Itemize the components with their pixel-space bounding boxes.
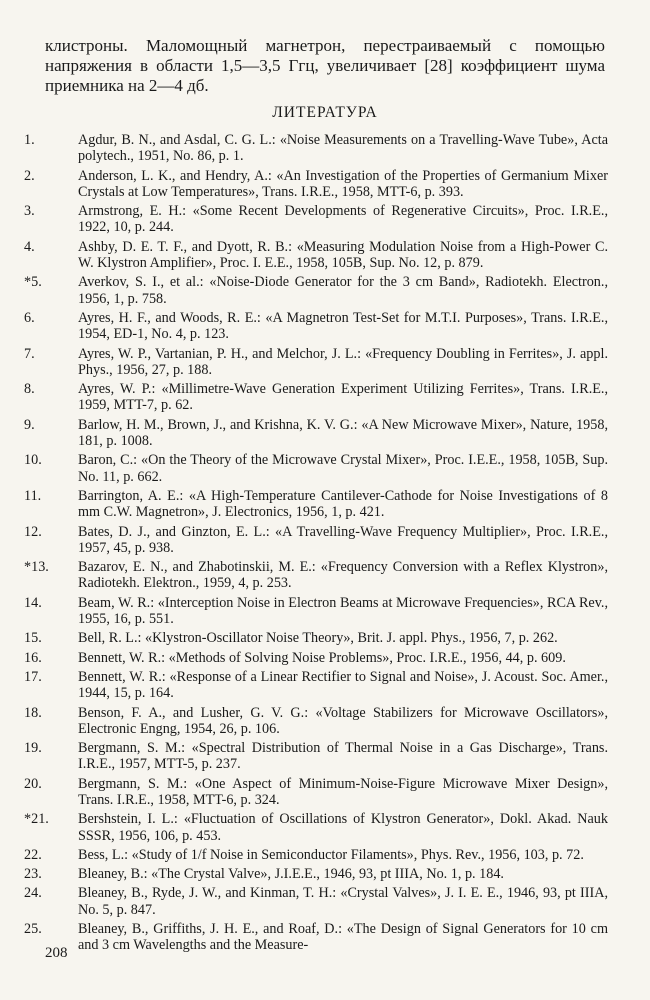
reference-number: 9. xyxy=(24,416,35,433)
reference-number: 6. xyxy=(24,309,35,326)
reference-text: Bergmann, S. M.: «One Aspect of Minimum-Noise-Figure Microwave Mixer Design», Trans. I.R.E., 1958, MTT-6, p. 324. xyxy=(78,775,608,808)
reference-entry xyxy=(0,417,608,450)
reference-entry xyxy=(0,885,608,918)
reference-text: Bleaney, B., Ryde, J. W., and Kinman, T. H.: «Crystal Valves», J. I. E. E., 1946, 93, pt IIIA, No. 5, p. 847. xyxy=(78,885,608,918)
reference-number: 1. xyxy=(24,132,35,148)
reference-number: 14. xyxy=(24,594,42,611)
reference-number: 7. xyxy=(24,345,35,362)
reference-entry xyxy=(0,776,608,809)
reference-text: Bazarov, E. N., and Zhabotinskii, M. E.: «Frequency Conversion with a Reflex Klystron», Radiotekh. Elektron., 1959, 4, p. 253. xyxy=(78,559,608,592)
reference-entry xyxy=(0,524,608,557)
reference-text: Bell, R. L.: «Klystron-Oscillator Noise Theory», Brit. J. appl. Phys., 1956, 7, p. 262. xyxy=(78,630,558,647)
reference-list xyxy=(0,132,650,957)
reference-entry xyxy=(0,705,608,738)
reference-text: Bennett, W. R.: «Methods of Solving Noise Problems», Proc. I.R.E., 1956, 44, p. 609. xyxy=(78,649,566,666)
reference-entry xyxy=(0,630,608,646)
reference-entry xyxy=(0,203,608,236)
reference-entry xyxy=(0,310,608,343)
reference-entry xyxy=(0,452,608,485)
reference-entry xyxy=(0,650,608,666)
reference-text: Barrington, A. E.: «A High-Temperature Cantilever-Cathode for Noise Investigations of 8 mm C.W. Magnetron», J. Electronics, 1956, 1, p. 421. xyxy=(78,487,608,521)
reference-number: 22. xyxy=(24,846,42,863)
reference-number: 17. xyxy=(24,668,42,685)
reference-number: 2. xyxy=(24,167,35,184)
reference-entry xyxy=(0,346,608,379)
reference-entry xyxy=(0,847,608,863)
reference-text: Bennett, W. R.: «Response of a Linear Rectifier to Signal and Noise», J. Acoust. Soc. Amer., 1944, 15, p. 164. xyxy=(78,668,608,702)
reference-number: 20. xyxy=(24,775,42,792)
section-heading: ЛИТЕРАТУРА xyxy=(272,104,378,121)
reference-entry xyxy=(0,811,608,844)
reference-text: Bergmann, S. M.: «Spectral Distribution of Thermal Noise in a Gas Discharge», Trans. I.R.E., 1957, MTT-5, p. 237. xyxy=(78,740,608,773)
reference-entry xyxy=(0,559,608,592)
reference-text: Benson, F. A., and Lusher, G. V. G.: «Voltage Stabilizers for Microwave Oscillators», Electronic Engng, 1954, 26, p. 106. xyxy=(78,704,608,737)
reference-text: Ayres, W. P.: «Millimetre-Wave Generation Experiment Utilizing Ferrites», Trans. I.R.E., 1959, MTT-7, p. 62. xyxy=(78,381,608,414)
reference-text: Bess, L.: «Study of 1/f Noise in Semiconductor Filaments», Phys. Rev., 1956, 103, p. 72. xyxy=(78,846,584,863)
reference-text: Bates, D. J., and Ginzton, E. L.: «A Travelling-Wave Frequency Multiplier», Proc. I.R.E., 1957, 45, p. 938. xyxy=(78,523,608,556)
reference-number: 25. xyxy=(24,921,42,938)
page-number: 208 xyxy=(45,945,68,961)
reference-text: Bleaney, B.: «The Crystal Valve», J.I.E.E., 1946, 93, pt IIIA, No. 1, p. 184. xyxy=(78,866,504,883)
reference-number: 19. xyxy=(24,740,42,757)
reference-number: 24. xyxy=(24,885,42,902)
reference-number: *13. xyxy=(24,559,49,576)
reference-number: 4. xyxy=(24,238,35,255)
reference-text: Baron, C.: «On the Theory of the Microwave Crystal Mixer», Proc. I.E.E., 1958, 105B, Sup. No. 11, p. 662. xyxy=(78,452,608,485)
reference-entry xyxy=(0,866,608,882)
reference-text: Ayres, H. F., and Woods, R. E.: «A Magnetron Test-Set for M.T.I. Purposes», Trans. I.R.E., 1954, ED-1, No. 4, p. 123. xyxy=(78,309,608,343)
reference-number: 12. xyxy=(24,523,42,540)
reference-text: Averkov, S. I., et al.: «Noise-Diode Generator for the 3 cm Band», Radiotekh. Electron., 1956, 1, p. 758. xyxy=(78,274,608,307)
reference-number: 3. xyxy=(24,203,35,220)
reference-number: 11. xyxy=(24,487,42,504)
reference-text: Armstrong, E. H.: «Some Recent Developments of Regenerative Circuits», Proc. I.R.E., 1922, 10, p. 244. xyxy=(78,203,608,236)
reference-number: 16. xyxy=(24,649,42,666)
reference-number: 18. xyxy=(24,704,42,721)
reference-text: Bershstein, I. L.: «Fluctuation of Oscillations of Klystron Generator», Dokl. Akad. Nauk SSSR, 1956, 106, p. 453. xyxy=(78,811,608,844)
reference-number: *5. xyxy=(24,274,42,291)
reference-entry xyxy=(0,921,608,954)
reference-text: Beam, W. R.: «Interception Noise in Electron Beams at Microwave Frequencies», RCA Rev., 1955, 16, p. 551. xyxy=(78,594,608,628)
reference-entry xyxy=(0,132,608,165)
reference-entry xyxy=(0,239,608,272)
reference-entry xyxy=(0,595,608,628)
reference-text: Anderson, L. K., and Hendry, A.: «An Investigation of the Properties of Germanium Mixer Crystals at Low Temperatures», Trans. I.R.E., 1958, MTT-6, p. 393. xyxy=(78,167,608,200)
reference-text: Ashby, D. E. T. F., and Dyott, R. B.: «Measuring Modulation Noise from a High-Power C. W. Klystron Amplifier», Proc. I. E.E., 1958, 105B, Sup. No. 12, p. 879. xyxy=(78,238,608,272)
reference-entry xyxy=(0,274,608,307)
reference-text: Bleaney, B., Griffiths, J. H. E., and Roaf, D.: «The Design of Signal Generators for 10 cm and 3 cm Wavelengths and the Measure- xyxy=(78,921,608,954)
reference-text: Agdur, B. N., and Asdal, C. G. L.: «Noise Measurements on a Travelling-Wave Tube», Acta polytech., 1951, No. 86, p. 1. xyxy=(78,132,608,165)
reference-number: 15. xyxy=(24,630,42,647)
reference-number: 23. xyxy=(24,866,42,883)
reference-entry xyxy=(0,381,608,414)
reference-text: Ayres, W. P., Vartanian, P. H., and Melchor, J. L.: «Frequency Doubling in Ferrites», J. appl. Phys., 1956, 27, p. 188. xyxy=(78,345,608,378)
reference-text: Barlow, H. M., Brown, J., and Krishna, K. V. G.: «A New Microwave Mixer», Nature, 1958, 181, p. 1008. xyxy=(78,416,608,450)
reference-entry xyxy=(0,488,608,521)
reference-entry xyxy=(0,740,608,773)
reference-entry xyxy=(0,669,608,702)
reference-entry xyxy=(0,168,608,201)
reference-number: 10. xyxy=(24,452,42,469)
reference-number: *21. xyxy=(24,811,49,828)
reference-number: 8. xyxy=(24,381,35,398)
intro-paragraph: клистроны. Маломощный магнетрон, перестраиваемый с помощью напряжения в области 1,5—3,5 Ггц, увеличивает [28] коэффициент шума приемника на 2—4 дб. xyxy=(45,36,605,95)
